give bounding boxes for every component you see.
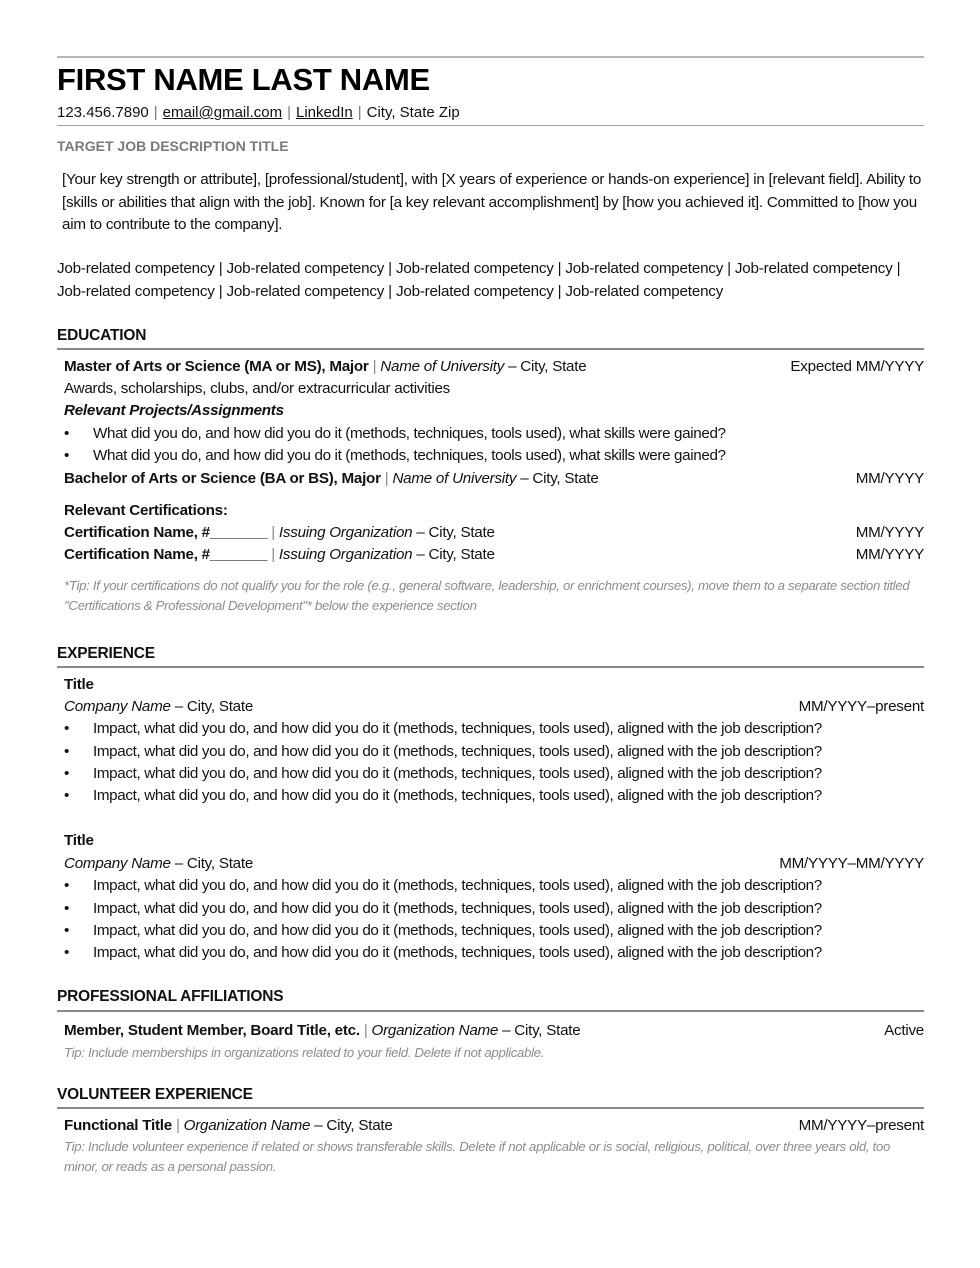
separator: | bbox=[153, 104, 158, 121]
issuing-organization: Issuing Organization bbox=[278, 546, 413, 563]
bullet-icon: • bbox=[64, 720, 69, 737]
section-rule bbox=[57, 666, 924, 668]
projects-label: Relevant Projects/Assignments bbox=[64, 402, 284, 419]
location: City, State Zip bbox=[366, 104, 460, 121]
section-rule bbox=[57, 1107, 924, 1109]
company-location: – City, State bbox=[170, 698, 254, 715]
bullet-icon: • bbox=[64, 447, 69, 464]
separator: | bbox=[287, 104, 291, 121]
bullet-icon: • bbox=[64, 877, 69, 894]
company-name: Company Name bbox=[64, 698, 171, 715]
affiliation-status: Active bbox=[884, 1022, 924, 1039]
organization-location: – City, State bbox=[310, 1117, 393, 1134]
school-name: Name of University bbox=[392, 470, 517, 487]
company-name: Company Name bbox=[64, 855, 171, 872]
summary-paragraph: [Your key strength or attribute], [professional/student], with [X years of experience or hands-on experience] in [relevant field]. Ability to [skills or abilities that align with the job]. Known for [a key relevant accomplishment] by [how you achieved it]. Committed to [how you aim to contribute to the company]. bbox=[62, 171, 922, 233]
separator: | bbox=[363, 1022, 368, 1039]
candidate-name: FIRST NAME LAST NAME bbox=[57, 62, 430, 97]
section-rule bbox=[57, 348, 924, 350]
organization-location: – City, State bbox=[498, 1022, 581, 1039]
job-title: Title bbox=[64, 832, 94, 849]
email-link[interactable]: email@gmail.com bbox=[162, 104, 283, 121]
contact-rule bbox=[57, 125, 924, 126]
separator: | bbox=[271, 546, 275, 563]
degree-row bbox=[64, 356, 924, 378]
school-name: Name of University bbox=[380, 358, 505, 375]
bullet-icon: • bbox=[64, 765, 69, 782]
certification-name: Certification Name, #_______ bbox=[64, 524, 268, 541]
issuing-organization: Issuing Organization bbox=[278, 524, 413, 541]
affiliations-heading: PROFESSIONAL AFFILIATIONS bbox=[57, 988, 284, 1005]
separator: | bbox=[384, 470, 389, 487]
contact-line bbox=[57, 104, 460, 121]
volunteer-role: Functional Title bbox=[64, 1117, 172, 1134]
volunteer-heading: VOLUNTEER EXPERIENCE bbox=[57, 1086, 253, 1103]
company-location: – City, State bbox=[170, 855, 254, 872]
competencies-line: Job-related competency | Job-related competency | Job-related competency | Job-related competency | Job-related competency | Job-related competency | Job-related competency | Job-related competency | Job-related competency bbox=[57, 260, 901, 300]
separator: | bbox=[271, 524, 275, 541]
degree-date: MM/YYYY bbox=[855, 470, 924, 487]
organization-name: Organization Name bbox=[371, 1022, 499, 1039]
certification-location: – City, State bbox=[412, 546, 495, 563]
bullet-icon: • bbox=[64, 922, 69, 939]
job-dates: MM/YYYY–MM/YYYY bbox=[779, 855, 924, 872]
degree-date: Expected MM/YYYY bbox=[790, 358, 924, 375]
bullet-icon: • bbox=[64, 425, 69, 442]
linkedin-link[interactable]: LinkedIn bbox=[296, 104, 353, 121]
bullet-icon: • bbox=[64, 900, 69, 917]
affiliation-role: Member, Student Member, Board Title, etc. bbox=[64, 1022, 360, 1039]
bullet-icon: • bbox=[64, 787, 69, 804]
school-location: – City, State bbox=[516, 470, 599, 487]
certifications-label: Relevant Certifications: bbox=[64, 502, 228, 519]
activities-line: Awards, scholarships, clubs, and/or extracurricular activities bbox=[64, 380, 451, 397]
company-row bbox=[64, 696, 924, 718]
section-rule bbox=[57, 1010, 924, 1012]
company-row bbox=[64, 853, 924, 875]
phone-number: 123.456.7890 bbox=[57, 104, 149, 121]
certifications-tip: *Tip: If your certifications do not qualify you for the role (e.g., general software, leadership, or enrichment courses), move them to a separate section titled "Certifications & Professional Development"* below the experience section bbox=[64, 578, 910, 613]
volunteer-dates: MM/YYYY–present bbox=[798, 1117, 924, 1134]
degree-row bbox=[64, 468, 924, 490]
certification-date: MM/YYYY bbox=[855, 546, 924, 563]
target-job-title: TARGET JOB DESCRIPTION TITLE bbox=[57, 138, 289, 154]
job-title: Title bbox=[64, 676, 94, 693]
certification-name: Certification Name, #_______ bbox=[64, 546, 268, 563]
degree-name: Bachelor of Arts or Science (BA or BS), Major bbox=[64, 470, 381, 487]
certification-row bbox=[64, 522, 924, 544]
volunteer-row bbox=[64, 1115, 924, 1137]
top-rule bbox=[57, 56, 924, 58]
certification-row bbox=[64, 544, 924, 566]
bullet-icon: • bbox=[64, 743, 69, 760]
separator: | bbox=[372, 358, 377, 375]
organization-name: Organization Name bbox=[183, 1117, 311, 1134]
volunteer-tip: Tip: Include volunteer experience if related or shows transferable skills. Delete if not applicable or is social, religious, political, over three years old, too minor, or reads as a personal passion. bbox=[64, 1139, 891, 1174]
degree-name: Master of Arts or Science (MA or MS), Major bbox=[64, 358, 369, 375]
certification-location: – City, State bbox=[412, 524, 495, 541]
job-dates: MM/YYYY–present bbox=[798, 698, 924, 715]
affiliation-row bbox=[64, 1020, 924, 1042]
experience-heading: EXPERIENCE bbox=[57, 645, 155, 662]
certification-date: MM/YYYY bbox=[855, 524, 924, 541]
school-location: – City, State bbox=[504, 358, 587, 375]
education-heading: EDUCATION bbox=[57, 327, 147, 344]
separator: | bbox=[357, 104, 362, 121]
affiliations-tip: Tip: Include memberships in organizations related to your field. Delete if not applicable. bbox=[64, 1045, 545, 1060]
separator: | bbox=[175, 1117, 180, 1134]
bullet-icon: • bbox=[64, 944, 69, 961]
